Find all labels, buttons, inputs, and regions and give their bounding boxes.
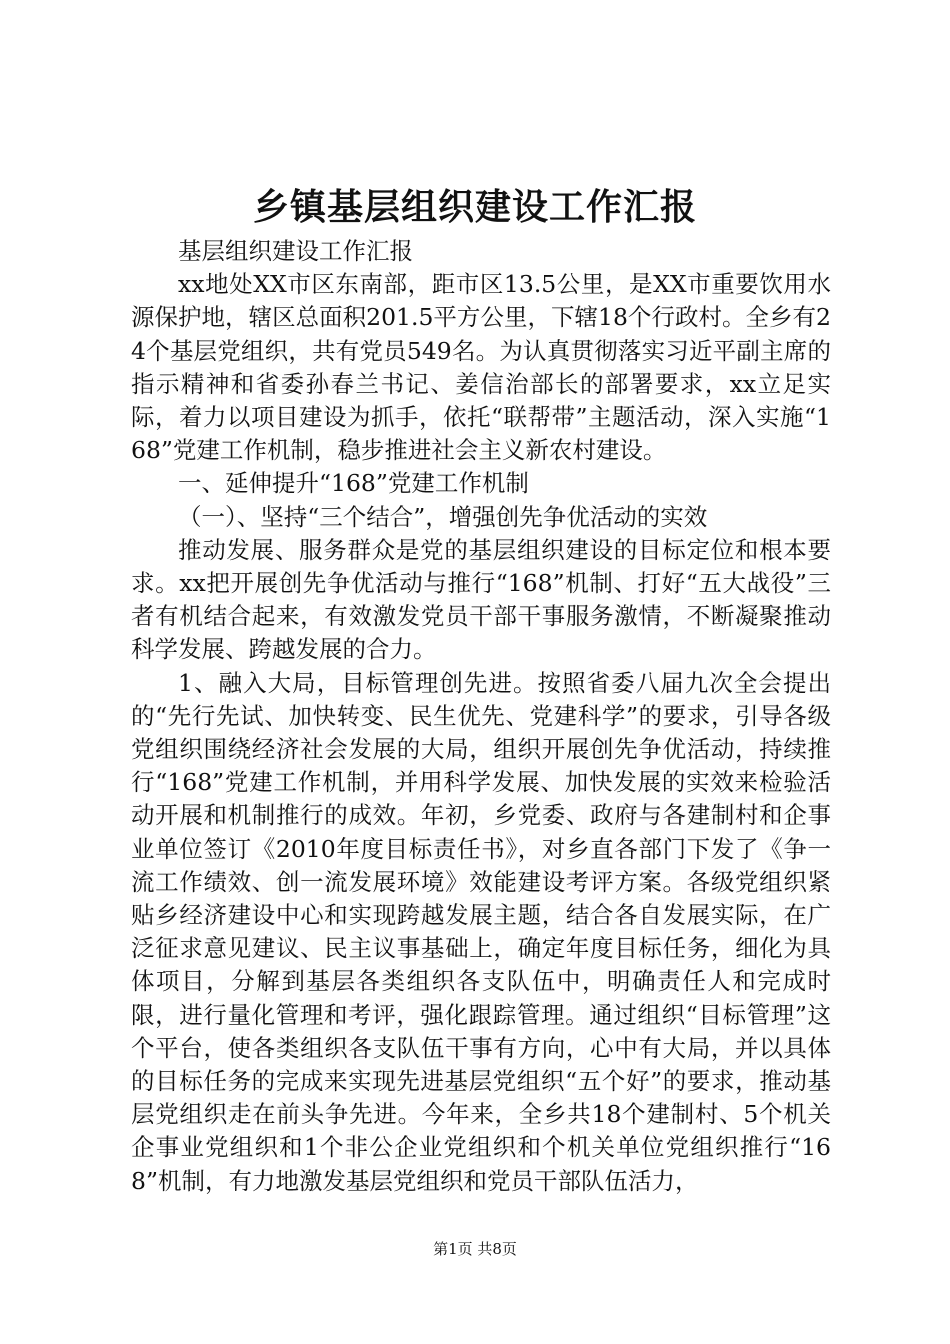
paragraph-subtitle: 基层组织建设工作汇报 bbox=[178, 237, 413, 265]
paragraph-goal: 推动发展、服务群众是党的基层组织建设的目标定位和根本要求。xx把开展创先争优活动与推行“168”机制、打好“五大战役”三者有机结合起来，有效激发党员干部干事服务激情，不断凝聚推动科学发展、跨越发展的合力。 bbox=[131, 535, 831, 664]
paragraph-intro: xx地处XX市区东南部，距市区13.5公里，是XX市重要饮用水源保护地，辖区总面积201.5平方公里，下辖18个行政村。全乡有24个基层党组织，共有党员549名。为认真贯彻落实习近平副主席的指示精神和省委孙春兰书记、姜信治部长的部署要求，xx立足实际，着力以项目建设为抓手，依托“联帮带”主题活动，深入实施“168”党建工作机制，稳步推进社会主义新农村建设。 bbox=[131, 270, 831, 465]
document-body bbox=[131, 235, 831, 1198]
paragraph-item-1: 1、融入大局，目标管理创先进。按照省委八届九次全会提出的“先行先试、加快转变、民生优先、党建科学”的要求，引导各级党组织围绕经济社会发展的大局，组织开展创先争优活动，持续推行“168”党建工作机制，并用科学发展、加快发展的实效来检验活动开展和机制推行的成效。年初，乡党委、政府与各建制村和企事业单位签订《2010年度目标责任书》，对乡直各部门下发了《争一流工作绩效、创一流发展环境》效能建设考评方案。各级党组织紧贴乡经济建设中心和实现跨越发展主题，结合各自发展实际，在广泛征求意见建议、民主议事基础上，确定年度目标任务，细化为具体项目，分解到基层各类组织各支队伍中，明确责任人和完成时限，进行量化管理和考评，强化跟踪管理。通过组织“目标管理”这个平台，使各类组织各支队伍干事有方向，心中有大局，并以具体的目标任务的完成来实现先进基层党组织“五个好”的要求，推动基层党组织走在前头争先进。今年来，全乡共18个建制村、5个机关企事业党组织和1个非公企业党组织和个机关单位党组织推行“168”机制，有力地激发基层党组织和党员干部队伍活力， bbox=[131, 668, 831, 1195]
page-number-footer: 第1页 共8页 bbox=[433, 1240, 517, 1258]
document-title: 乡镇基层组织建设工作汇报 bbox=[252, 186, 697, 228]
subsection-heading-1: （一）、坚持“三个结合”，增强创先争优活动的实效 bbox=[178, 502, 708, 531]
section-heading-1: 一、延伸提升“168”党建工作机制 bbox=[178, 469, 529, 498]
